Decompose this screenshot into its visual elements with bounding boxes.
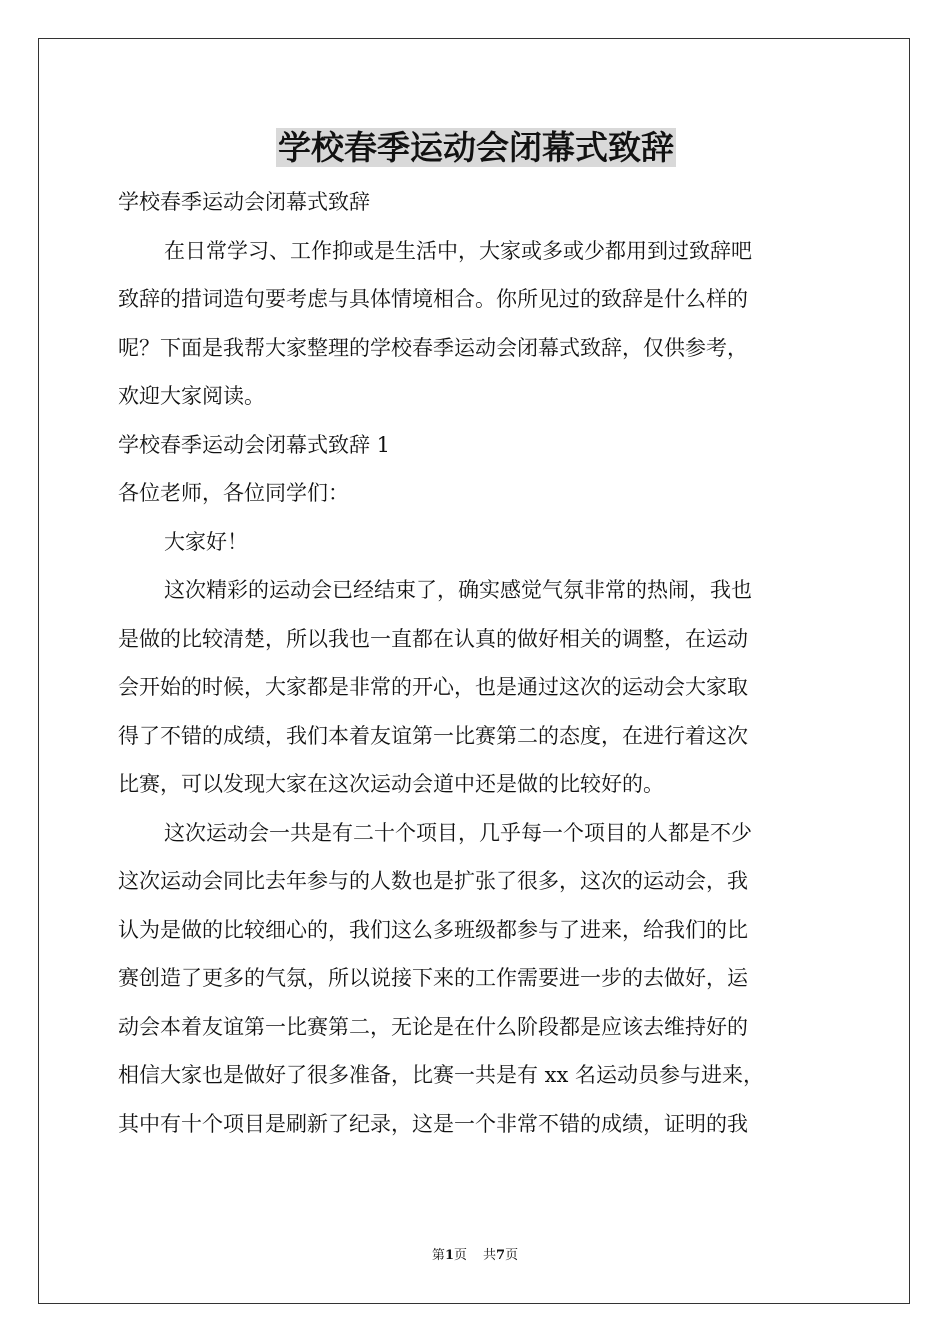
text-line: 赛创造了更多的气氛，所以说接下来的工作需要进一步的去做好，运 <box>118 966 748 990</box>
page-current: 1 <box>444 1248 454 1263</box>
text-line: 比赛，可以发现大家在这次运动会道中还是做的比较好的。 <box>118 772 664 796</box>
text-line: 呢？下面是我帮大家整理的学校春季运动会闭幕式致辞，仅供参考， <box>118 335 748 360</box>
paragraph-lines <box>118 178 834 1148</box>
page-prefix: 第 <box>431 1248 445 1263</box>
text-line: 得了不错的成绩，我们本着友谊第一比赛第二的态度，在进行着这次 <box>118 723 748 748</box>
text-line: 各位老师，各位同学们： <box>118 481 349 505</box>
text-line: 学校春季运动会闭幕式致辞 <box>118 190 370 214</box>
text-line: 会开始的时候，大家都是非常的开心，也是通过这次的运动会大家取 <box>118 675 748 699</box>
text-line: 是做的比较清楚，所以我也一直都在认真的做好相关的调整，在运动 <box>118 626 748 651</box>
text-line: 这次运动会同比去年参与的人数也是扩张了很多，这次的运动会，我 <box>118 869 748 893</box>
text-line: 这次精彩的运动会已经结束了，确实感觉气氛非常的热闹，我也 <box>164 578 752 602</box>
text-line: 致辞的措词造句要考虑与具体情境相合。你所见过的致辞是什么样的 <box>118 287 748 311</box>
text-line: 大家好！ <box>164 529 248 554</box>
text-line: 这次运动会一共是有二十个项目，几乎每一个项目的人都是不少 <box>164 820 752 845</box>
page-total: 7 <box>496 1248 506 1263</box>
text-line: 动会本着友谊第一比赛第二，无论是在什么阶段都是应该去维持好的 <box>118 1014 748 1039</box>
total-prefix: 共 <box>483 1248 497 1263</box>
total-suffix: 页 <box>505 1248 519 1263</box>
text-line: 在日常学习、工作抑或是生活中，大家或多或少都用到过致辞吧 <box>164 238 752 263</box>
document-title-text: 学校春季运动会闭幕式致辞 <box>278 128 674 167</box>
page-suffix: 页 <box>453 1248 467 1263</box>
text-line: 相信大家也是做好了很多准备，比赛一共是有 xx 名运动员参与进来， <box>118 1063 765 1087</box>
document-title <box>118 122 834 174</box>
text-line: 学校春季运动会闭幕式致辞 1 <box>118 432 391 457</box>
text-line: 其中有十个项目是刷新了纪录，这是一个非常不错的成绩，证明的我 <box>118 1111 748 1136</box>
page-footer <box>0 1244 950 1263</box>
text-line: 欢迎大家阅读。 <box>118 384 265 408</box>
text-line: 认为是做的比较细心的，我们这么多班级都参与了进来，给我们的比 <box>118 917 748 942</box>
document-body <box>118 122 834 1148</box>
